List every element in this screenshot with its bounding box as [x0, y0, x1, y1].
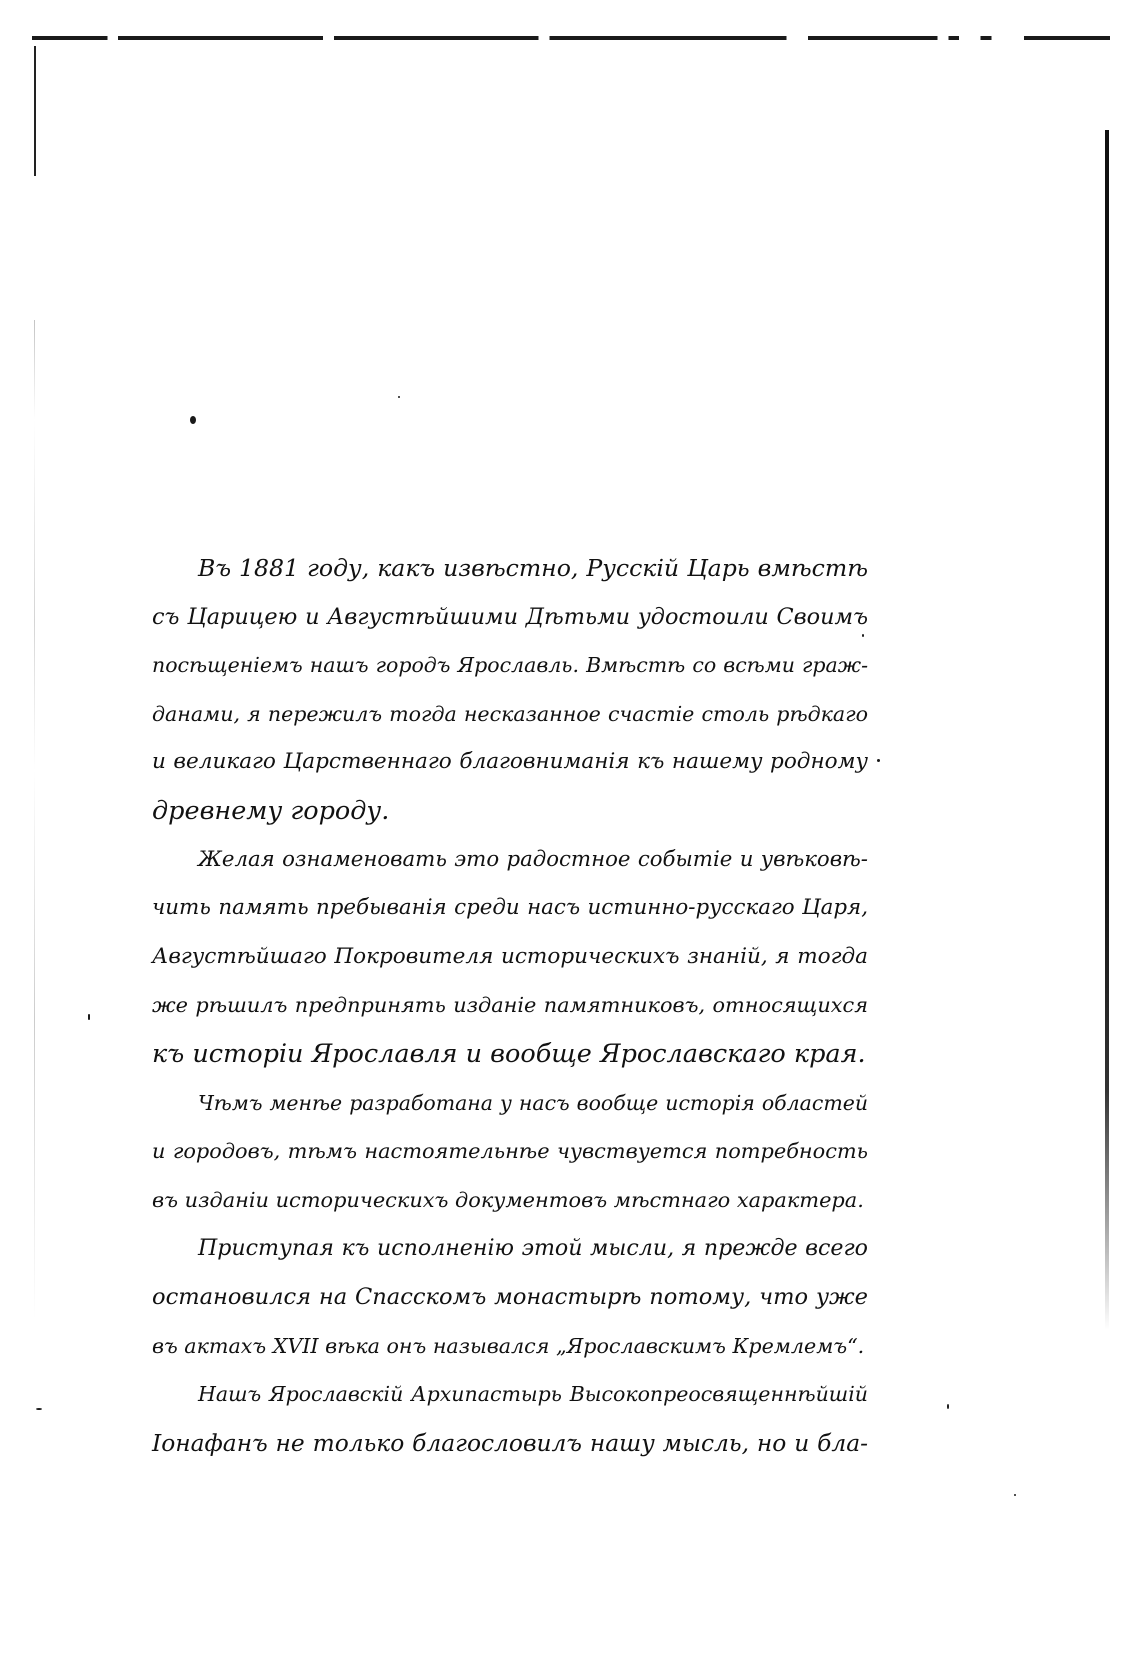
text-line: и городовъ, тѣмъ настоятельнѣе чувствуется потребность [152, 1139, 868, 1164]
text-line: Приступая къ исполненію этой мысли, я прежде всего [198, 1235, 868, 1262]
ink-speck [1014, 1494, 1016, 1496]
text-line: данами, я пережилъ тогда несказанное счастіе столь рѣдкаго [152, 701, 868, 726]
text-line: къ исторіи Ярославля и вообще Ярославскаго края. [152, 1038, 866, 1069]
text-line: Чѣмъ менѣе разработана у насъ вообще исторія областей [198, 1090, 868, 1115]
text-line: Желая ознаменовать это радостное событіе и увѣковѣ- [198, 846, 868, 872]
ink-speck [877, 759, 880, 762]
text-line: въ актахъ XVII вѣка онъ назывался „Ярославскимъ Кремлемъ“. [152, 1333, 865, 1358]
left-scan-edge [34, 46, 36, 176]
left-scan-shadow [34, 320, 35, 1320]
right-scan-edge [1105, 130, 1109, 1330]
text-line: Августѣйшаго Покровителя историческихъ знаній, я тогда [152, 943, 868, 969]
top-scan-rule [32, 36, 1110, 40]
paragraph [152, 544, 868, 836]
text-line: Въ 1881 году, какъ извѣстно, Русскій Царь вмѣстѣ [198, 554, 868, 582]
paragraph [152, 1079, 868, 1225]
paragraph [152, 836, 868, 1079]
text-line: Нашъ Ярославскій Архипастырь Высокопреосвященнѣйшій [198, 1382, 868, 1407]
ink-speck [88, 1014, 90, 1020]
ink-speck [190, 416, 196, 424]
ink-speck [398, 396, 400, 398]
text-line: въ изданіи историческихъ документовъ мѣстнаго характера. [152, 1187, 864, 1212]
paragraph [152, 1224, 868, 1370]
text-line: Іонафанъ не только благословилъ нашу мысль, но и бла- [152, 1428, 868, 1457]
text-line: съ Царицею и Августѣйшими Дѣтьми удостоили Своимъ [152, 603, 868, 630]
paragraph [152, 1370, 868, 1467]
text-line: чить память пребыванія среди насъ истинно-русскаго Царя, [152, 895, 868, 921]
body-text [152, 544, 868, 1467]
text-line: же рѣшилъ предпринять изданіе памятниковъ, относящихся [152, 993, 868, 1018]
text-line: посѣщеніемъ нашъ городъ Ярославль. Вмѣстѣ со всѣми граж- [152, 653, 868, 678]
ink-speck [36, 1408, 42, 1410]
text-line: древнему городу. [152, 795, 390, 826]
text-line: и великаго Царственнаго благовниманія къ нашему родному [152, 749, 868, 775]
ink-speck [947, 1404, 949, 1409]
text-line: остановился на Спасскомъ монастырѣ потому, что уже [152, 1283, 868, 1310]
